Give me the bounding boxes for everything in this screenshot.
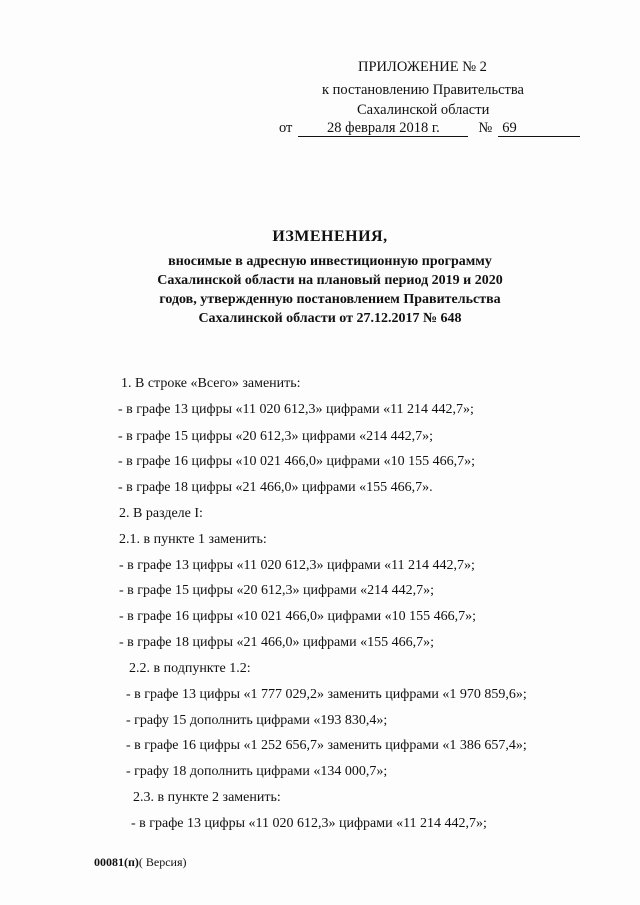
subtitle-line: Сахалинской области от 27.12.2017 № 648: [198, 311, 462, 326]
body-line: - графу 18 дополнить цифрами «134 000,7»;: [126, 764, 388, 779]
body-line: - в графе 15 цифры «20 612,3» цифрами «214 442,7»;: [119, 583, 434, 598]
body-line: 1. В строке «Всего» заменить:: [121, 376, 301, 391]
body-line: - графу 15 дополнить цифрами «193 830,4»;: [126, 713, 388, 728]
body-line: 2.2. в подпункте 1.2:: [129, 661, 251, 676]
body-line: - в графе 15 цифры «20 612,3» цифрами «214 442,7»;: [118, 429, 433, 444]
body-line: 2.3. в пункте 2 заменить:: [133, 790, 281, 805]
from-label: от: [279, 120, 293, 136]
subtitle-line: вносимые в адресную инвестиционную программу: [168, 254, 492, 269]
document-subtitle: [0, 252, 640, 328]
subtitle-line: годов, утвержденную постановлением Правительства: [159, 292, 501, 307]
body-line: - в графе 18 цифры «21 466,0» цифрами «155 466,7».: [118, 480, 433, 495]
body-line: 2. В разделе I:: [119, 506, 203, 521]
decree-number: 69: [498, 120, 580, 137]
body-line: - в графе 13 цифры «11 020 612,3» цифрами «11 214 442,7»;: [119, 558, 475, 573]
appendix-line-3: Сахалинской области: [357, 102, 490, 118]
body-line: - в графе 16 цифры «10 021 466,0» цифрами «10 155 466,7»;: [118, 454, 475, 469]
body-line: - в графе 13 цифры «1 777 029,2» заменить цифрами «1 970 859,6»;: [126, 687, 527, 702]
body-line: - в графе 13 цифры «11 020 612,3» цифрами «11 214 442,7»;: [118, 402, 474, 417]
number-sign: №: [478, 120, 493, 136]
document-title: ИЗМЕНЕНИЯ,: [272, 228, 388, 245]
body-line: - в графе 13 цифры «11 020 612,3» цифрами «11 214 442,7»;: [131, 816, 487, 831]
appendix-line-2: к постановлению Правительства: [322, 82, 524, 98]
decree-date: 28 февраля 2018 г.: [298, 120, 468, 137]
body-line: - в графе 16 цифры «10 021 466,0» цифрами «10 155 466,7»;: [119, 609, 476, 624]
version-label: ( Версия): [138, 855, 187, 869]
document-code: 00081(п): [94, 855, 139, 869]
appendix-title: ПРИЛОЖЕНИЕ № 2: [358, 59, 487, 75]
footer-code: [94, 855, 187, 870]
appendix-date-line: [279, 119, 580, 137]
body-line: - в графе 18 цифры «21 466,0» цифрами «155 466,7»;: [119, 635, 434, 650]
body-line: - в графе 16 цифры «1 252 656,7» заменить цифрами «1 386 657,4»;: [126, 738, 527, 753]
subtitle-line: Сахалинской области на плановый период 2019 и 2020: [157, 273, 503, 288]
body-line: 2.1. в пункте 1 заменить:: [119, 532, 267, 547]
